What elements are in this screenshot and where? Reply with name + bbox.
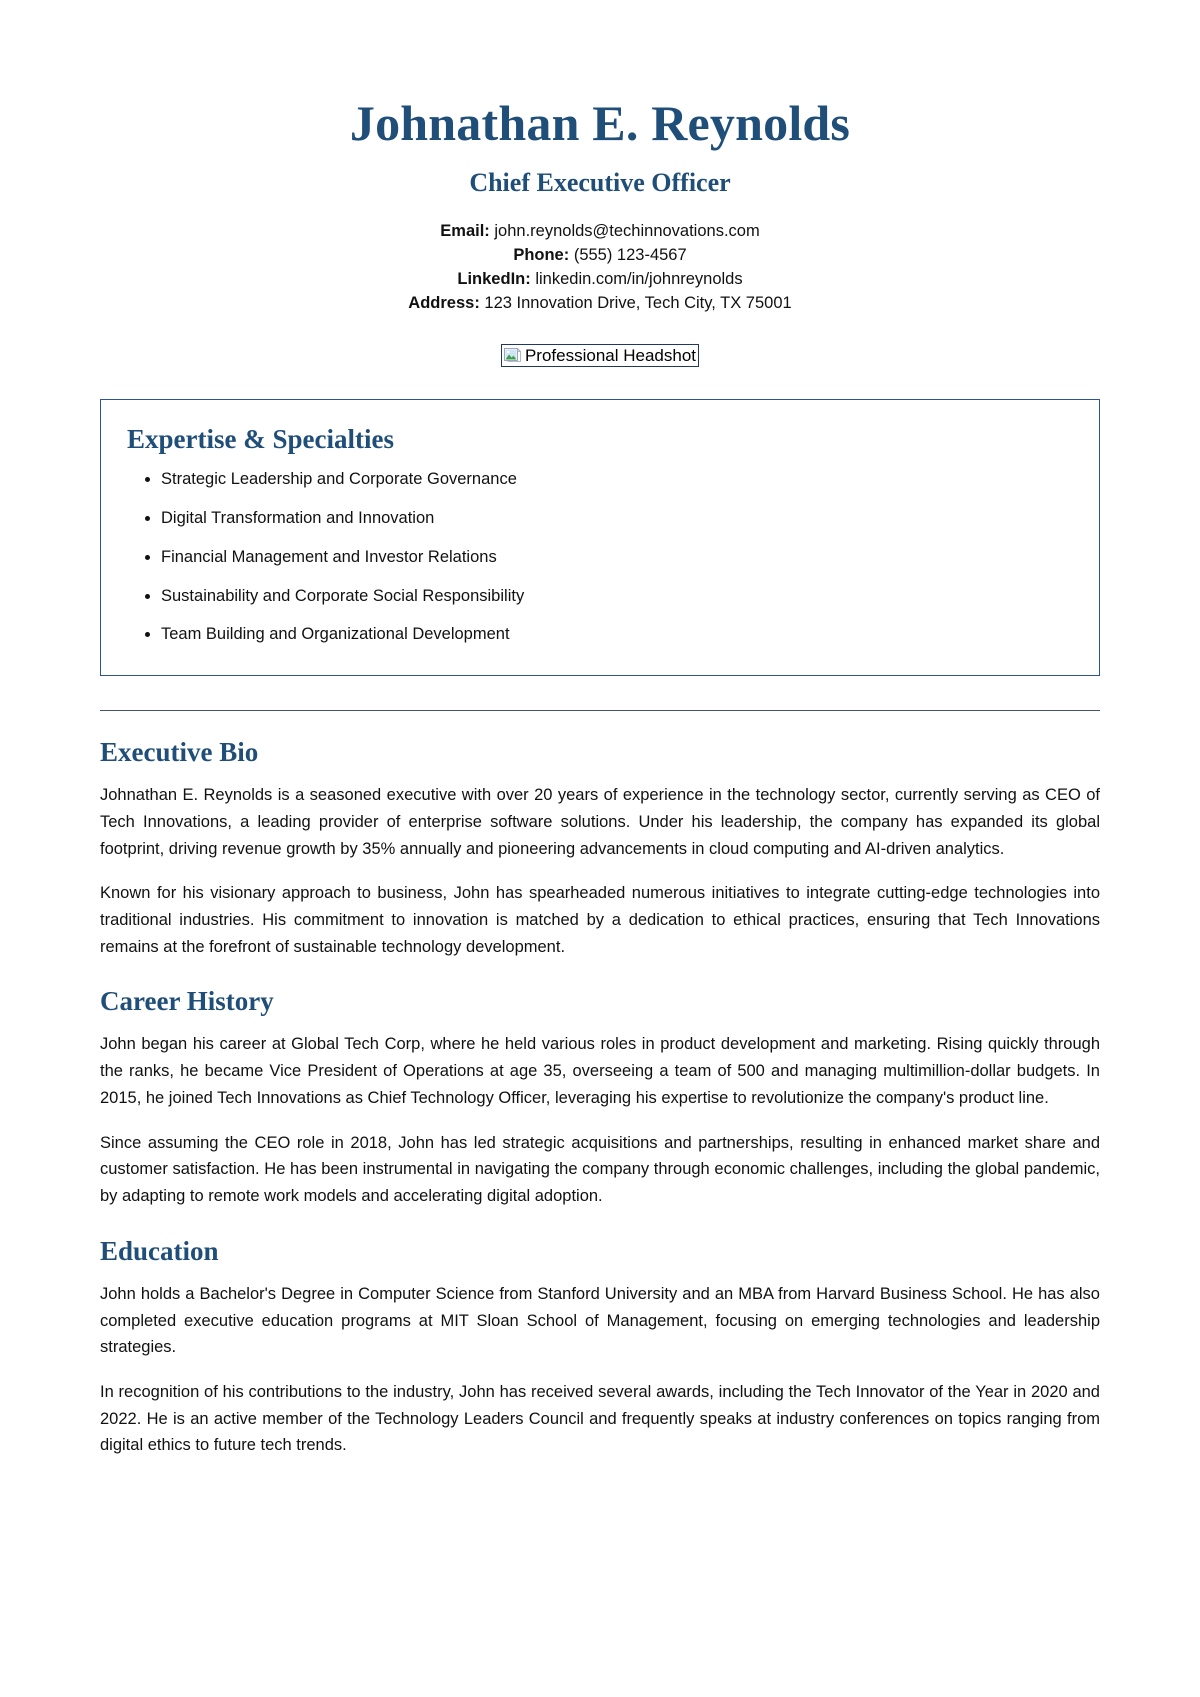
headshot-container: [100, 344, 1100, 368]
broken-image-icon: [504, 348, 521, 364]
section-title: Executive Bio: [100, 737, 259, 768]
document-header: [100, 96, 1100, 367]
list-item: • Financial Management and Investor Relations: [161, 545, 1073, 570]
contact-email-label: Email:: [440, 222, 490, 241]
body-paragraph: John holds a Bachelor's Degree in Computer Science from Stanford University and an MBA from Harvard Business School. He has also completed executive education programs at MIT Sloan School of Management, focusing on emerging technologies and leadership strategies.: [100, 1284, 1100, 1357]
contact-phone: [100, 244, 1100, 268]
contact-block: [100, 220, 1100, 316]
list-item: • Digital Transformation and Innovation: [161, 506, 1073, 531]
section-executive-bio: [100, 737, 1100, 960]
contact-linkedin-value: linkedin.com/in/johnreynolds: [535, 270, 743, 289]
expertise-list: [127, 467, 1073, 647]
contact-phone-value: (555) 123-4567: [573, 246, 687, 265]
contact-address: [100, 292, 1100, 316]
section-career-history: [100, 986, 1100, 1209]
section-education: [100, 1236, 1100, 1459]
contact-linkedin: [100, 268, 1100, 292]
contact-phone-label: Phone:: [513, 246, 570, 265]
expertise-box: [100, 399, 1100, 676]
body-paragraph: In recognition of his contributions to the industry, John has received several awards, including the Tech Innovator of the Year in 2020 and 2022. He is an active member of the Technology Leaders Council and frequently speaks at industry conferences on topics ranging from digital ethics to future tech trends.: [100, 1382, 1100, 1455]
contact-email: [100, 220, 1100, 244]
headshot-alt-text: Professional Headshot: [524, 345, 697, 365]
list-item: • Team Building and Organizational Development: [161, 622, 1073, 647]
body-paragraph: John began his career at Global Tech Corp, where he held various roles in product development and marketing. Rising quickly through the ranks, he became Vice President of Operations at age 35, overseeing a team of 500 and managing multimillion-dollar budgets. In 2015, he joined Tech Innovations as Chief Technology Officer, leveraging his expertise to revolutionize the company's product line.: [100, 1035, 1100, 1107]
expertise-title: Expertise & Specialties: [127, 424, 394, 455]
section-title: Education: [100, 1235, 219, 1266]
contact-email-value: john.reynolds@techinnovations.com: [494, 222, 760, 241]
page-title: Johnathan E. Reynolds: [349, 95, 851, 151]
section-title: Career History: [100, 986, 274, 1017]
list-item: • Strategic Leadership and Corporate Governance: [161, 467, 1073, 492]
list-item: • Sustainability and Corporate Social Responsibility: [161, 584, 1073, 609]
body-paragraph: Johnathan E. Reynolds is a seasoned executive with over 20 years of experience in the technology sector, currently serving as CEO of Tech Innovations, a leading provider of enterprise software solutions. Under his leadership, the company has expanded its global footprint, driving revenue growth by 35% annually and pioneering advancements in cloud computing and AI-driven analytics.: [100, 786, 1100, 858]
body-paragraph: Since assuming the CEO role in 2018, John has led strategic acquisitions and partnerships, resulting in enhanced market share and customer satisfaction. He has been instrumental in navigating the company through economic challenges, including the global pandemic, by adapting to remote work models and accelerating digital adoption.: [100, 1133, 1100, 1206]
job-title: Chief Executive Officer: [469, 168, 731, 197]
contact-address-label: Address:: [408, 293, 480, 312]
contact-linkedin-label: LinkedIn:: [457, 270, 531, 289]
section-divider: [100, 710, 1100, 711]
contact-address-value: 123 Innovation Drive, Tech City, TX 75001: [484, 293, 792, 312]
body-paragraph: Known for his visionary approach to business, John has spearheaded numerous initiatives to integrate cutting-edge technologies into traditional industries. His commitment to innovation is matched by a dedication to ethical practices, ensuring that Tech Innovations remains at the forefront of sustainable technology development.: [100, 884, 1100, 956]
headshot-broken-image: [501, 344, 699, 368]
